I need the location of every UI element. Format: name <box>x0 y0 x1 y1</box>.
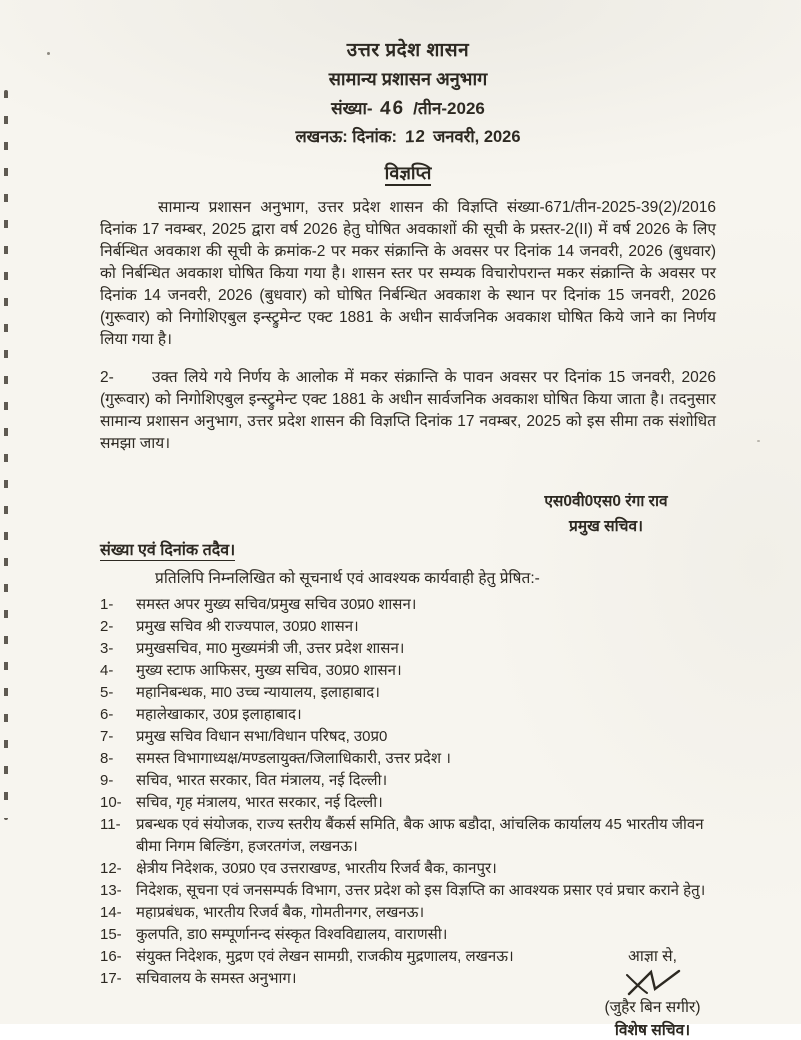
list-item-text: क्षेत्रीय निदेशक, उ0प्र0 एव उत्तराखण्ड, भारतीय रिजर्व बैक, कानपुर। <box>136 859 497 877</box>
signatory-designation: प्रमुख सचिव। <box>569 517 643 535</box>
list-item-text: प्रमुख सचिव विधान सभा/विधान परिषद, उ0प्र0 <box>136 727 388 745</box>
list-item-number: 8- <box>100 749 114 767</box>
list-item-text: संयुक्त निदेशक, मुद्रण एवं लेखन सामग्री, राजकीय मुद्रणालय, लखनऊ। <box>136 947 514 965</box>
cutoff-bottom-line: विशेष सचिव। <box>614 1022 691 1039</box>
list-item <box>100 638 716 660</box>
government-name: उत्तर प्रदेश शासन <box>346 40 470 61</box>
list-item-number: 7- <box>100 727 114 745</box>
scan-speck <box>47 52 50 55</box>
list-item <box>100 748 716 770</box>
list-item-number: 17- <box>100 969 122 987</box>
list-item-number: 11- <box>100 815 121 833</box>
document-title: विज्ञप्ति <box>100 161 716 185</box>
letter-number-prefix: संख्या- <box>331 99 373 118</box>
place-date-line <box>100 124 716 147</box>
list-item-text: महालेखाकार, उ0प्र इलाहाबाद। <box>136 705 302 723</box>
list-item-text: प्रमुख सचिव श्री राज्यपाल, उ0प्र0 शासन। <box>136 617 359 635</box>
list-item <box>100 704 716 726</box>
list-item-number: 14- <box>100 903 122 921</box>
list-item-number: 16- <box>100 947 122 965</box>
list-item <box>100 770 716 792</box>
authorization-block <box>555 944 750 1039</box>
letter-number-line <box>100 96 716 120</box>
list-item-number: 15- <box>100 925 122 943</box>
copy-intro-line: प्रतिलिपि निम्नलिखित को सूचनार्थ एवं आवश्यक कार्यवाही हेतु प्रेषित:- <box>155 569 540 587</box>
list-item-text: प्रमुखसचिव, मा0 मुख्यमंत्री जी, उत्तर प्रदेश शासन। <box>136 639 405 657</box>
list-item-text: समस्त विभागाध्यक्ष/मण्डलायुक्त/जिलाधिकारी, उत्तर प्रदेश । <box>136 749 451 767</box>
list-item-text: महानिबन्धक, मा0 उच्च न्यायालय, इलाहाबाद। <box>136 683 380 701</box>
list-item <box>100 660 716 682</box>
by-order-text: आज्ञा से, <box>628 948 677 965</box>
list-item-number: 2- <box>100 617 114 635</box>
list-item <box>100 924 716 946</box>
list-item-text: सचिव, भारत सरकार, वित मंत्रालय, नई दिल्ली। <box>136 771 388 789</box>
paragraph-1: सामान्य प्रशासन अनुभाग, उत्तर प्रदेश शासन की विज्ञप्ति संख्या-671/तीन-2025-39(2)/2016 दिनांक 17 नवम्बर, 2025 द्वारा वर्ष 2026 हेतु घोषित अवकाशों की सूची के प्रस्तर-2(II) में वर्ष 2026 के लिए निर्बन्धित अवकाश की सूची के क्रमांक-2 पर मकर संक्रान्ति के अवसर पर दिनांक 14 जनवरी, 2026 (बुधवार) को निर्बन्धित अवकाश घोषित किया गया है। शासन स्तर पर सम्यक विचारोपरान्त मकर संक्रान्ति के अवसर पर दिनांक 14 जनवरी, 2026 (बुधवार) को घोषित निर्बन्धित अवकाश के स्थान पर दिनांक 15 जनवरी, 2026 (गुरूवार) को निगोशिएबुल इन्स्ट्रुमेन्ट एक्ट 1881 के अधीन सार्वजनिक अवकाश घोषित किये जाने का निर्णय लिया गया है। <box>100 199 716 348</box>
list-item-number: 3- <box>100 639 114 657</box>
place-date-prefix: लखनऊ: दिनांक: <box>295 128 397 146</box>
list-item-text: सचिव, गृह मंत्रालय, भारत सरकार, नई दिल्ली। <box>136 793 383 811</box>
list-item-text: समस्त अपर मुख्य सचिव/प्रमुख सचिव उ0प्र0 शासन। <box>136 595 417 613</box>
list-item-text: सचिवालय के समस्त अनुभाग। <box>136 969 297 987</box>
list-item-number: 10- <box>100 793 122 811</box>
letter-number-suffix: /तीन-2026 <box>413 99 485 118</box>
list-item-number: 5- <box>100 683 114 701</box>
list-item <box>100 792 716 814</box>
authorizer-name: (जुहैर बिन सगीर) <box>604 999 701 1016</box>
list-item-number: 12- <box>100 859 122 877</box>
list-item-number: 1- <box>100 595 114 613</box>
list-item <box>100 814 716 858</box>
department-name: सामान्य प्रशासन अनुभाग <box>328 69 488 89</box>
list-item-text: निदेशक, सूचना एवं जनसम्पर्क विभाग, उत्तर प्रदेश को इस विज्ञप्ति का आवश्यक प्रसार एवं प्रचार कराने हेतु। <box>136 881 706 899</box>
letter-number-handwritten: 46 <box>379 97 406 120</box>
letterhead <box>100 36 716 185</box>
handwritten-signature-icon <box>617 967 689 997</box>
scan-speck <box>757 440 760 442</box>
scan-edge-artifact <box>4 90 8 820</box>
date-suffix: जनवरी, 2026 <box>433 128 521 146</box>
reference-line: संख्या एवं दिनांक तदैव। <box>100 541 236 559</box>
paragraph-2-number: 2- <box>100 368 114 386</box>
list-item-text: मुख्य स्टाफ आफिसर, मुख्य सचिव, उ0प्र0 शासन। <box>136 661 402 679</box>
paragraph-2 <box>100 367 716 455</box>
list-item <box>100 616 716 638</box>
distribution-list <box>100 594 716 990</box>
list-item-text: कुलपति, डा0 सम्पूर्णानन्द संस्कृत विश्वविद्यालय, वाराणसी। <box>136 925 448 943</box>
list-item-number: 13- <box>100 881 122 899</box>
list-item <box>100 902 716 924</box>
list-item <box>100 594 716 616</box>
list-item-text: महाप्रबंधक, भारतीय रिजर्व बैक, गोमतीनगर, लखनऊ। <box>136 903 425 921</box>
signatory-name: एस0वी0एस0 रंगा राव <box>544 492 668 510</box>
list-item <box>100 880 716 902</box>
list-item <box>100 682 716 704</box>
signatory-block <box>496 489 716 536</box>
date-handwritten: 12 <box>404 126 426 147</box>
list-item-text: प्रबन्धक एवं संयोजक, राज्य स्तरीय बैंकर्स समिति, बैक आफ बडौदा, आंचलिक कार्यालय 45 भारतीय जीवन बीमा निगम बिल्डिंग, हजरतगंज, लखनऊ। <box>136 815 704 855</box>
list-item <box>100 858 716 880</box>
list-item-number: 9- <box>100 771 114 789</box>
list-item-number: 4- <box>100 661 114 679</box>
paragraph-2-text: उक्त लिये गये निर्णय के आलोक में मकर संक्रान्ति के पावन अवसर पर दिनांक 15 जनवरी, 2026 (गुरूवार) को निगोशिएबुल इन्स्ट्रुमेन्ट एक्ट 1881 के अधीन सार्वजनिक अवकाश घोषित किया जाता है। तदनुसार सामान्य प्रशासन अनुभाग, उत्तर प्रदेश शासन की विज्ञप्ति दिनांक 17 नवम्बर, 2025 को इस सीमा तक संशोधित समझा जाय। <box>100 368 716 452</box>
list-item-number: 6- <box>100 705 114 723</box>
list-item <box>100 726 716 748</box>
